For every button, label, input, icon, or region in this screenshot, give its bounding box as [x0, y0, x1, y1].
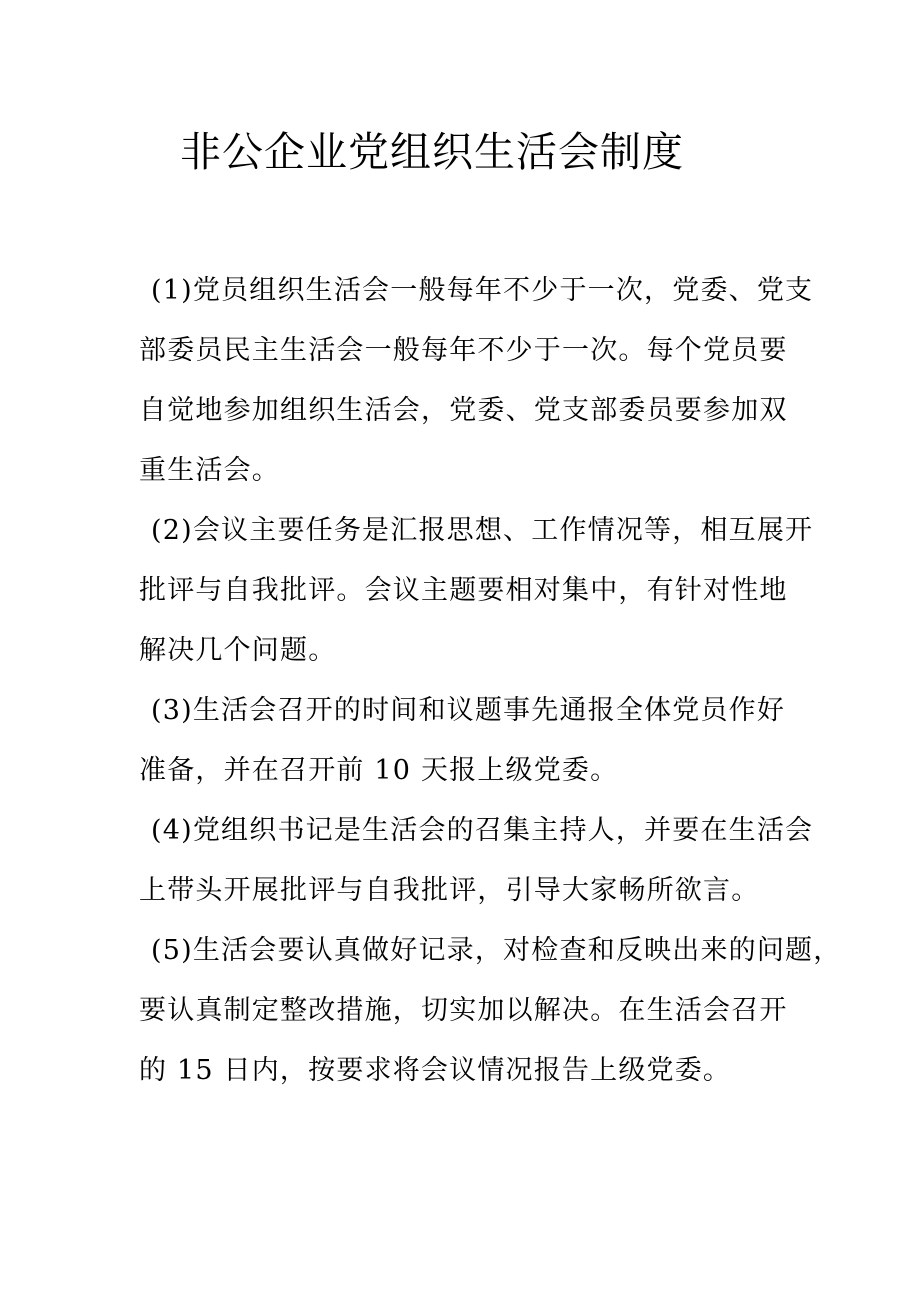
paragraph-2-line-1: (2)会议主要任务是汇报思想、工作情况等，相互展开	[151, 515, 814, 546]
paragraph-5-line-1: (5)生活会要认真做好记录，对检查和反映出来的问题，	[151, 935, 842, 966]
paragraph-1-line-2: 部委员民主生活会一般每年不少于一次。每个党员要	[139, 335, 788, 366]
paragraph-4-line-2: 上带头开展批评与自我批评，引导大家畅所欲言。	[139, 875, 760, 906]
document-title: 非公企业党组织生活会制度	[180, 128, 684, 176]
paragraph-2-line-3: 解决几个问题。	[139, 635, 337, 666]
paragraph-1-line-3: 自觉地参加组织生活会，党委、党支部委员要参加双	[139, 395, 788, 426]
paragraph-3-line-2: 准备，并在召开前 10 天报上级党委。	[139, 755, 619, 786]
paragraph-1-line-1: (1)党员组织生活会一般每年不少于一次，党委、党支	[151, 275, 814, 306]
paragraph-1-line-4: 重生活会。	[139, 455, 280, 486]
paragraph-2-line-2: 批评与自我批评。会议主题要相对集中，有针对性地	[139, 575, 788, 606]
paragraph-5-line-3: 的 15 日内，按要求将会议情况报告上级党委。	[139, 1055, 732, 1086]
paragraph-5-line-2: 要认真制定整改措施，切实加以解决。在生活会召开	[139, 995, 788, 1026]
paragraph-4-line-1: (4)党组织书记是生活会的召集主持人，并要在生活会	[151, 815, 814, 846]
paragraph-3-line-1: (3)生活会召开的时间和议题事先通报全体党员作好	[151, 695, 786, 726]
